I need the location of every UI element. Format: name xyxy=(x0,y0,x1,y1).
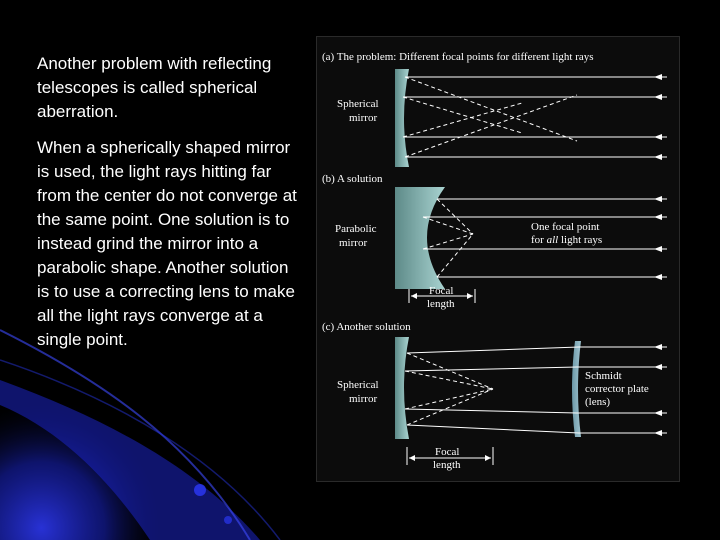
paragraph-explanation: When a spherically shaped mirror is used, the light rays hitting far from the center do not converge at the same point. One solution is to instead grind the mirror into a parabolic shape. Another solution is to use a correcting lens to make all the light rays converge at a single point. xyxy=(37,138,297,349)
panel-c xyxy=(322,321,667,471)
mirror-label-b-1: Parabolic xyxy=(335,223,377,235)
parabolic-mirror xyxy=(395,187,445,289)
spherical-mirror-c xyxy=(395,337,409,439)
schmidt-corrector-lens xyxy=(572,341,581,437)
panel-b xyxy=(322,173,667,310)
spherical-mirror-a xyxy=(395,69,409,167)
panel-c-title: (c) Another solution xyxy=(322,321,411,333)
figure-diagram xyxy=(317,37,679,481)
mirror-label-c-2: mirror xyxy=(349,393,378,405)
focal-note-1: One focal point xyxy=(531,221,600,233)
paragraph-intro: Another problem with reflecting telescopes is called spherical aberration. xyxy=(37,54,272,121)
length-label-c-1: Focal xyxy=(435,446,460,458)
length-label-b-2: length xyxy=(427,298,455,310)
mirror-label-c-1: Spherical xyxy=(337,379,379,391)
mirror-label-b-2: mirror xyxy=(339,237,368,249)
panel-b-title: (b) A solution xyxy=(322,173,383,185)
focal-note-2: for all light rays xyxy=(531,234,603,246)
mirror-label-a-1: Spherical xyxy=(337,98,379,110)
rays-a xyxy=(403,74,667,160)
corrector-label-2: corrector plate xyxy=(585,383,649,395)
corrector-label-3: (lens) xyxy=(585,396,611,408)
aberration-figure xyxy=(316,36,680,482)
length-label-b-1: Focal xyxy=(429,285,454,297)
slide-body-text xyxy=(37,52,305,364)
corrector-label-1: Schmidt xyxy=(585,370,622,382)
focal-length-c xyxy=(407,446,493,471)
panel-a-title: (a) The problem: Different focal points for different light rays xyxy=(322,51,594,63)
mirror-label-a-2: mirror xyxy=(349,112,378,124)
panel-a xyxy=(322,51,667,167)
length-label-c-2: length xyxy=(433,459,461,471)
